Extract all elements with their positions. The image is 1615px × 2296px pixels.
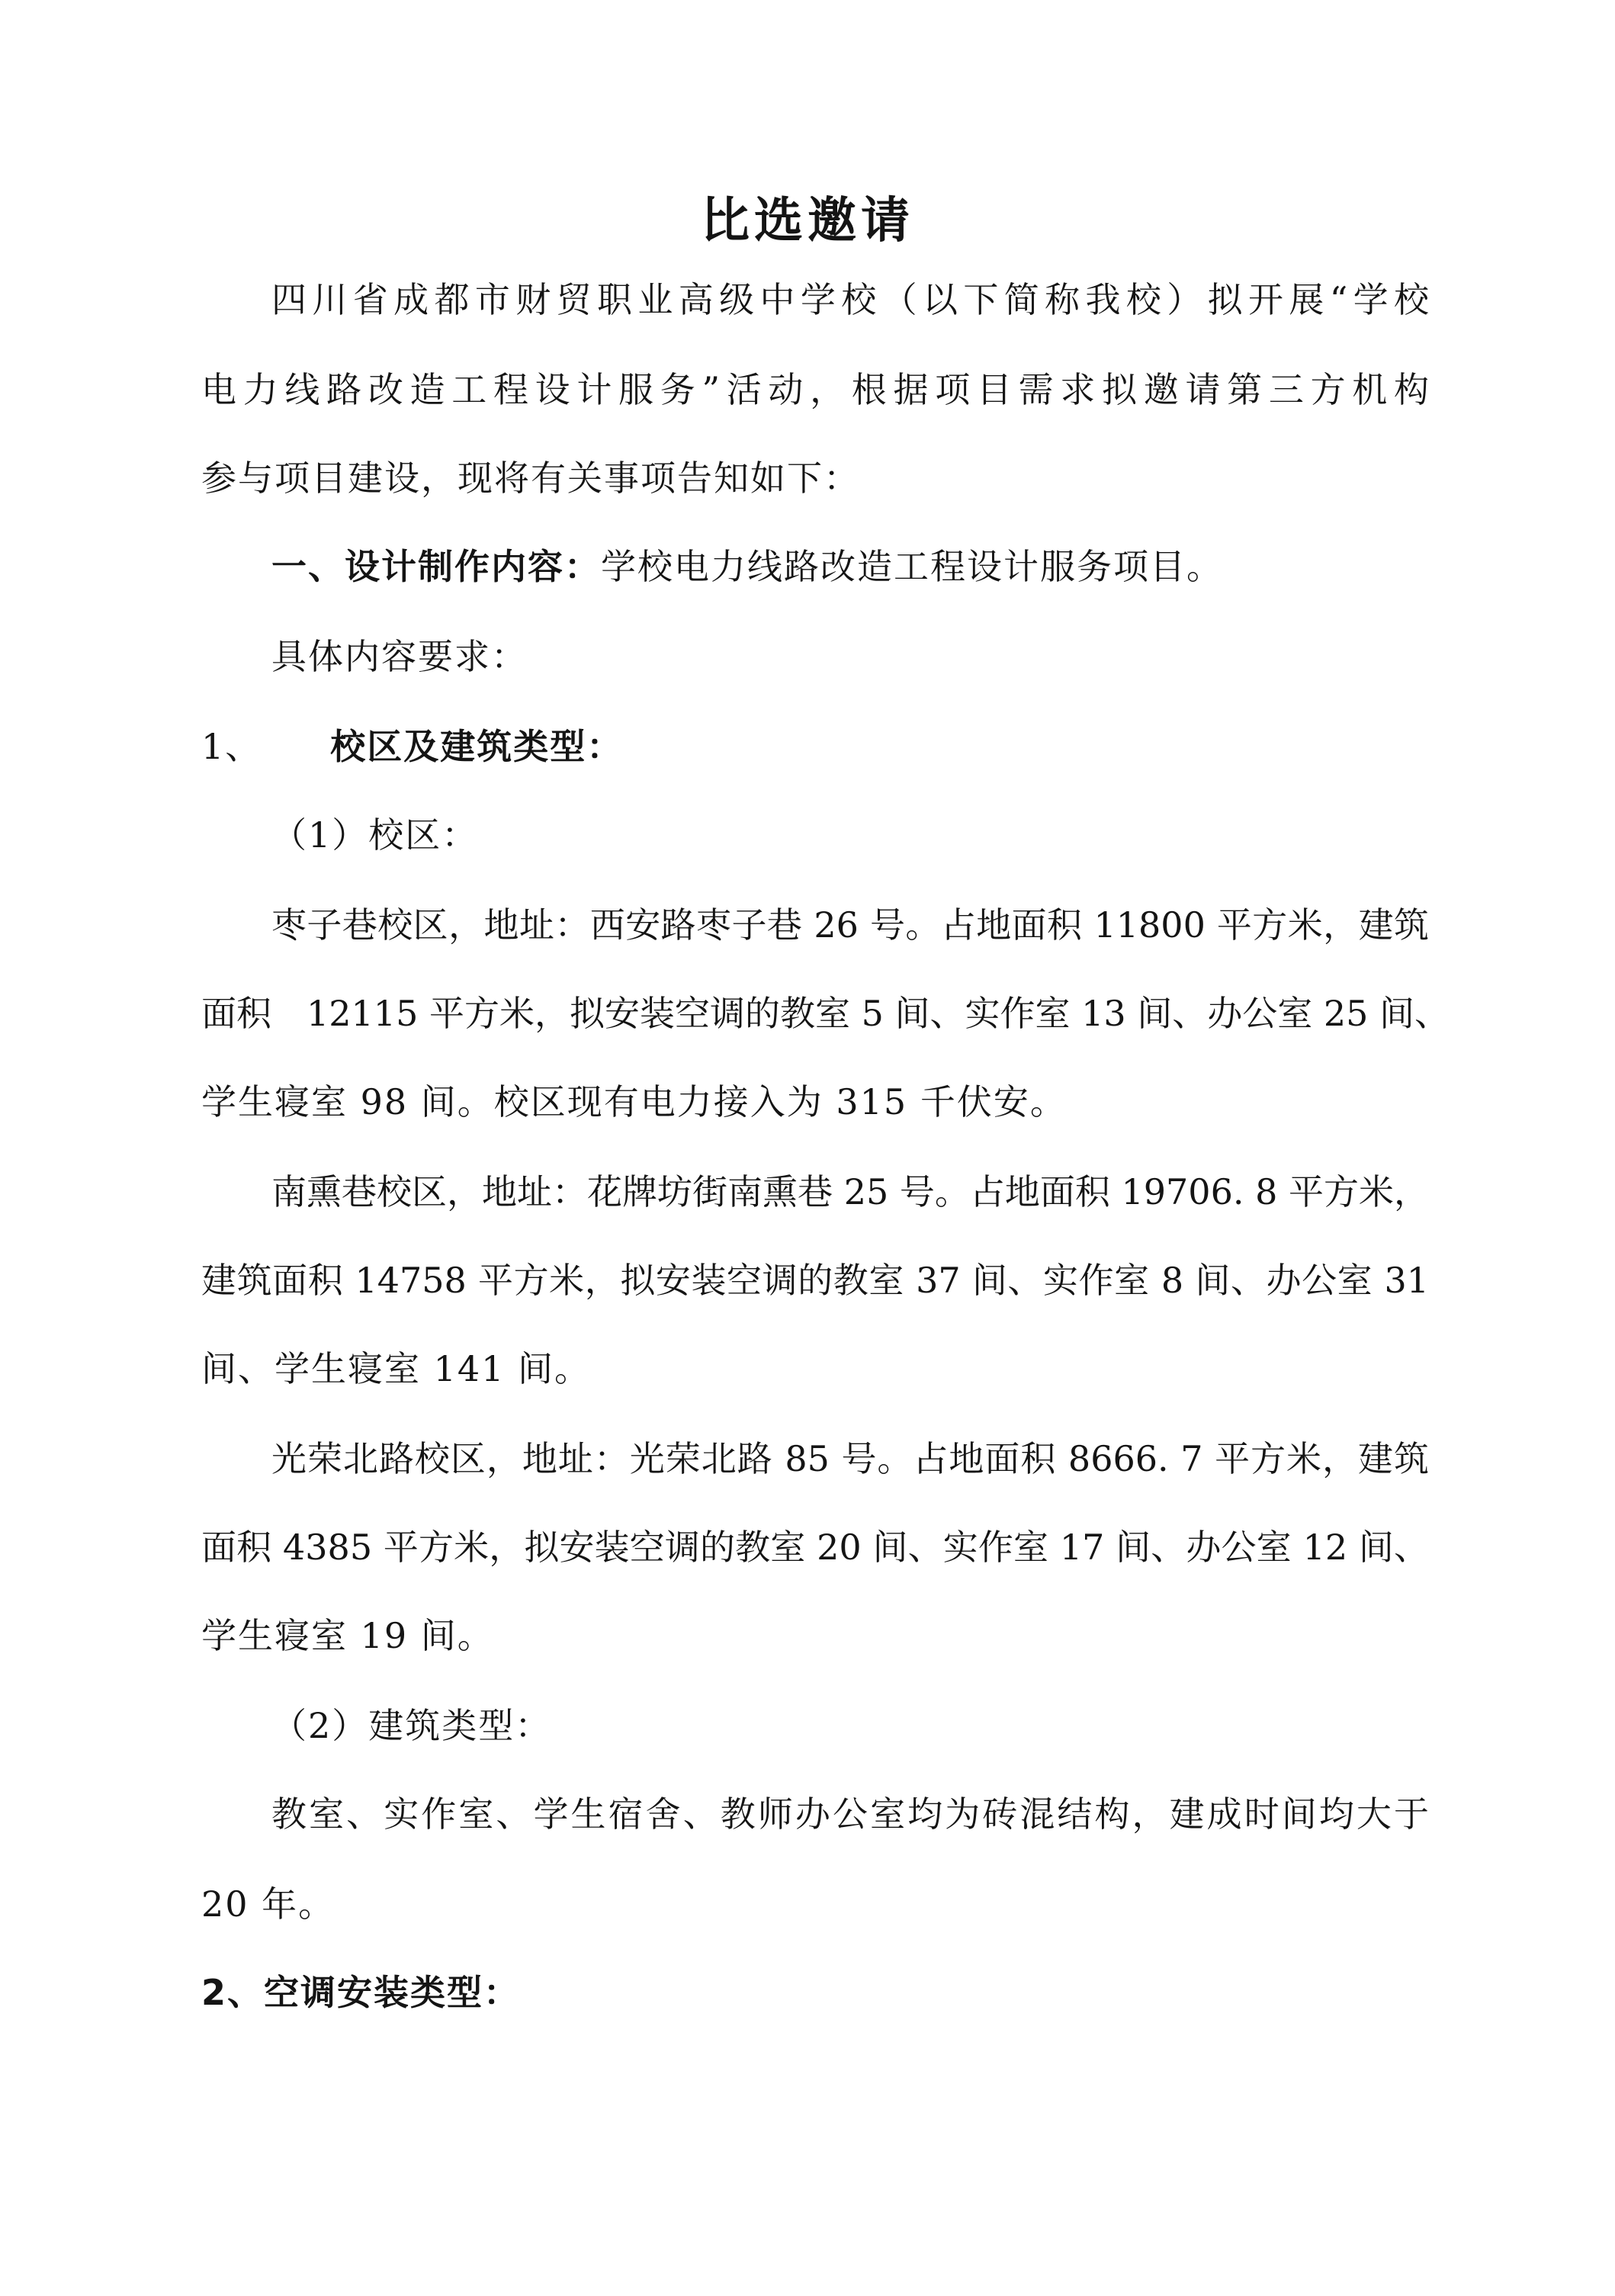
- section-1-text: 学校电力线路改造工程设计服务项目。: [601, 546, 1223, 587]
- campus-guangrongbeilu-line-1: 光荣北路校区，地址：光荣北路 85 号。占地面积 8666. 7 平方米，建筑: [271, 1438, 1429, 1479]
- item-1: [201, 724, 623, 769]
- campus-nanxunxiang-line-1: 南熏巷校区，地址：花牌坊街南熏巷 25 号。占地面积 19706. 8 平方米，: [271, 1171, 1429, 1212]
- campus-nanxunxiang-line-2: 建筑面积 14758 平方米，拟安装空调的教室 37 间、实作室 8 间、办公室 31: [201, 1260, 1429, 1301]
- section-1: [271, 544, 1223, 589]
- item-1-heading: 校区及建筑类型：: [330, 726, 624, 767]
- item-2-heading: 2、空调安装类型：: [201, 1972, 521, 2013]
- intro-line-2: 电力线路改造工程设计服务”活动，根据项目需求拟邀请第三方机构: [201, 369, 1429, 410]
- campus-guangrongbeilu-line-2: 面积 4385 平方米，拟安装空调的教室 20 间、实作室 17 间、办公室 12 间、: [201, 1527, 1429, 1568]
- section-1-heading: 一、设计制作内容：: [271, 546, 601, 587]
- item-1-number: 1、: [201, 726, 262, 767]
- campus-zaozixiang-line-1: 枣子巷校区，地址：西安路枣子巷 26 号。占地面积 11800 平方米，建筑: [271, 904, 1429, 946]
- requirements-label: 具体内容要求：: [271, 636, 528, 677]
- campus-zaozixiang-line-2: 面积 12115 平方米，拟安装空调的教室 5 间、实作室 13 间、办公室 25 间、: [201, 993, 1450, 1034]
- intro-line-1: 四川省成都市财贸职业高级中学校（以下简称我校）拟开展“学校: [271, 279, 1429, 320]
- building-type-line-2: 20 年。: [201, 1883, 336, 1925]
- campus-zaozixiang-line-3: 学生寝室 98 间。校区现有电力接入为 315 千伏安。: [201, 1081, 1067, 1122]
- document-title: 比选邀请: [701, 193, 914, 249]
- building-type-line-1: 教室、实作室、学生宿舍、教师办公室均为砖混结构，建成时间均大于: [271, 1793, 1429, 1835]
- campus-guangrongbeilu-line-3: 学生寝室 19 间。: [201, 1615, 494, 1656]
- intro-line-3: 参与项目建设，现将有关事项告知如下：: [201, 458, 860, 499]
- campus-nanxunxiang-line-3: 间、学生寝室 141 间。: [201, 1348, 592, 1389]
- sub-1-label: （1）校区：: [271, 814, 479, 856]
- sub-2-label: （2）建筑类型：: [271, 1705, 552, 1746]
